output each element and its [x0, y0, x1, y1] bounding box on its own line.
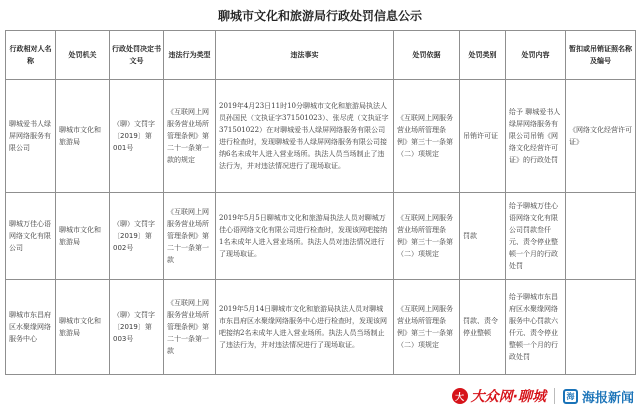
cell-fact: 2019年5月14日聊城市文化和旅游局执法人员对聊城市东昌府区水聚缘网络服务中心进行检查时，发现该网吧接纳2名未成年人进入营业场所。执法人员当场制止了违法行为，并对违法情况进行了现场取证。 [216, 280, 394, 375]
cell-content: 给予聊城万佳心语网络文化有限公司罚款叁仟元、责令停业整顿一个月的行政处罚 [506, 193, 566, 280]
watermark-bar [344, 383, 640, 409]
cell-content: 给予聊城市东昌府区水聚缘网络服务中心罚款六仟元、责令停业整顿一个月的行政处罚 [506, 280, 566, 375]
header-doc-no: 行政处罚决定书文号 [110, 31, 164, 80]
header-authority: 处罚机关 [56, 31, 110, 80]
cell-fact: 2019年4月23日11时10分聊城市文化和旅游局执法人员孙国民（文执证字371501023）、张尽虎（文执证字371501022）在对聊城爱书人绿屏网络服务有限公司进行检查时，发现聊城爱书人绿屏网络服务有限公司接纳6名未成年人进入营业场所。执法人员当场制止了违法行为，并对违法情况进行了现场取证。 [216, 80, 394, 193]
header-type: 违法行为类型 [164, 31, 216, 80]
cell-category: 罚款 [460, 193, 506, 280]
header-party: 行政相对人名称 [6, 31, 56, 80]
cell-type: 《互联网上网服务营业场所管理条例》第二十一条第一款的规定 [164, 80, 216, 193]
dazhong-icon: 大 [452, 388, 468, 404]
table-row [6, 193, 636, 280]
cell-authority: 聊城市文化和旅游局 [56, 193, 110, 280]
header-category: 处罚类别 [460, 31, 506, 80]
cell-party: 聊城爱书人绿屏网络服务有限公司 [6, 80, 56, 193]
cell-license: 《网络文化经营许可证》 [566, 80, 636, 193]
cell-authority: 聊城市文化和旅游局 [56, 280, 110, 375]
dazhong-logo [452, 386, 546, 406]
cell-license [566, 280, 636, 375]
cell-doc-no: （聊）文罚字〔2019〕第001号 [110, 80, 164, 193]
cell-basis: 《互联网上网服务营业场所管理条例》第三十一条第（二）项规定 [394, 193, 460, 280]
cell-content: 给予 聊城爱书人绿屏网络服务有限公司吊销《网络文化经营许可证》的行政处罚 [506, 80, 566, 193]
cell-doc-no: （聊）文罚字〔2019〕第002号 [110, 193, 164, 280]
cell-category: 吊销许可证 [460, 80, 506, 193]
header-fact: 违法事实 [216, 31, 394, 80]
cell-fact: 2019年5月5日聊城市文化和旅游局执法人员对聊城万佳心语网络文化有限公司进行检查时，发现该网吧接纳1名未成年人进入营业场所。执法人员对违法情况进行了现场取证。 [216, 193, 394, 280]
cell-basis: 《互联网上网服务营业场所管理条例》第三十一条第（二）项规定 [394, 280, 460, 375]
page-title: 聊城市文化和旅游局行政处罚信息公示 [217, 9, 422, 23]
haibao-icon: 海 [563, 389, 578, 404]
table-row [6, 280, 636, 375]
table-header-row [6, 31, 636, 80]
cell-type: 《互联网上网服务营业场所管理条例》第二十一条第一款 [164, 280, 216, 375]
cell-doc-no: （聊）文罚字〔2019〕第003号 [110, 280, 164, 375]
header-basis: 处罚依据 [394, 31, 460, 80]
dazhong-label: 大众网·聊城 [470, 389, 546, 405]
cell-type: 《互联网上网服务营业场所管理条例》第二十一条第一款 [164, 193, 216, 280]
haibao-logo [563, 387, 634, 406]
watermark-divider [554, 388, 555, 404]
haibao-label: 海报新闻 [581, 390, 634, 406]
cell-license [566, 193, 636, 280]
cell-basis: 《互联网上网服务营业场所管理条例》第三十一条第（二）项规定 [394, 80, 460, 193]
cell-party: 聊城万佳心语网络文化有限公司 [6, 193, 56, 280]
header-license: 暂扣或吊销证照名称及编号 [566, 31, 636, 80]
cell-category: 罚款、责令停业整顿 [460, 280, 506, 375]
table-row [6, 80, 636, 193]
header-content: 处罚内容 [506, 31, 566, 80]
cell-authority: 聊城市文化和旅游局 [56, 80, 110, 193]
penalty-table [5, 30, 636, 375]
cell-party: 聊城市东昌府区水聚缘网络服务中心 [6, 280, 56, 375]
